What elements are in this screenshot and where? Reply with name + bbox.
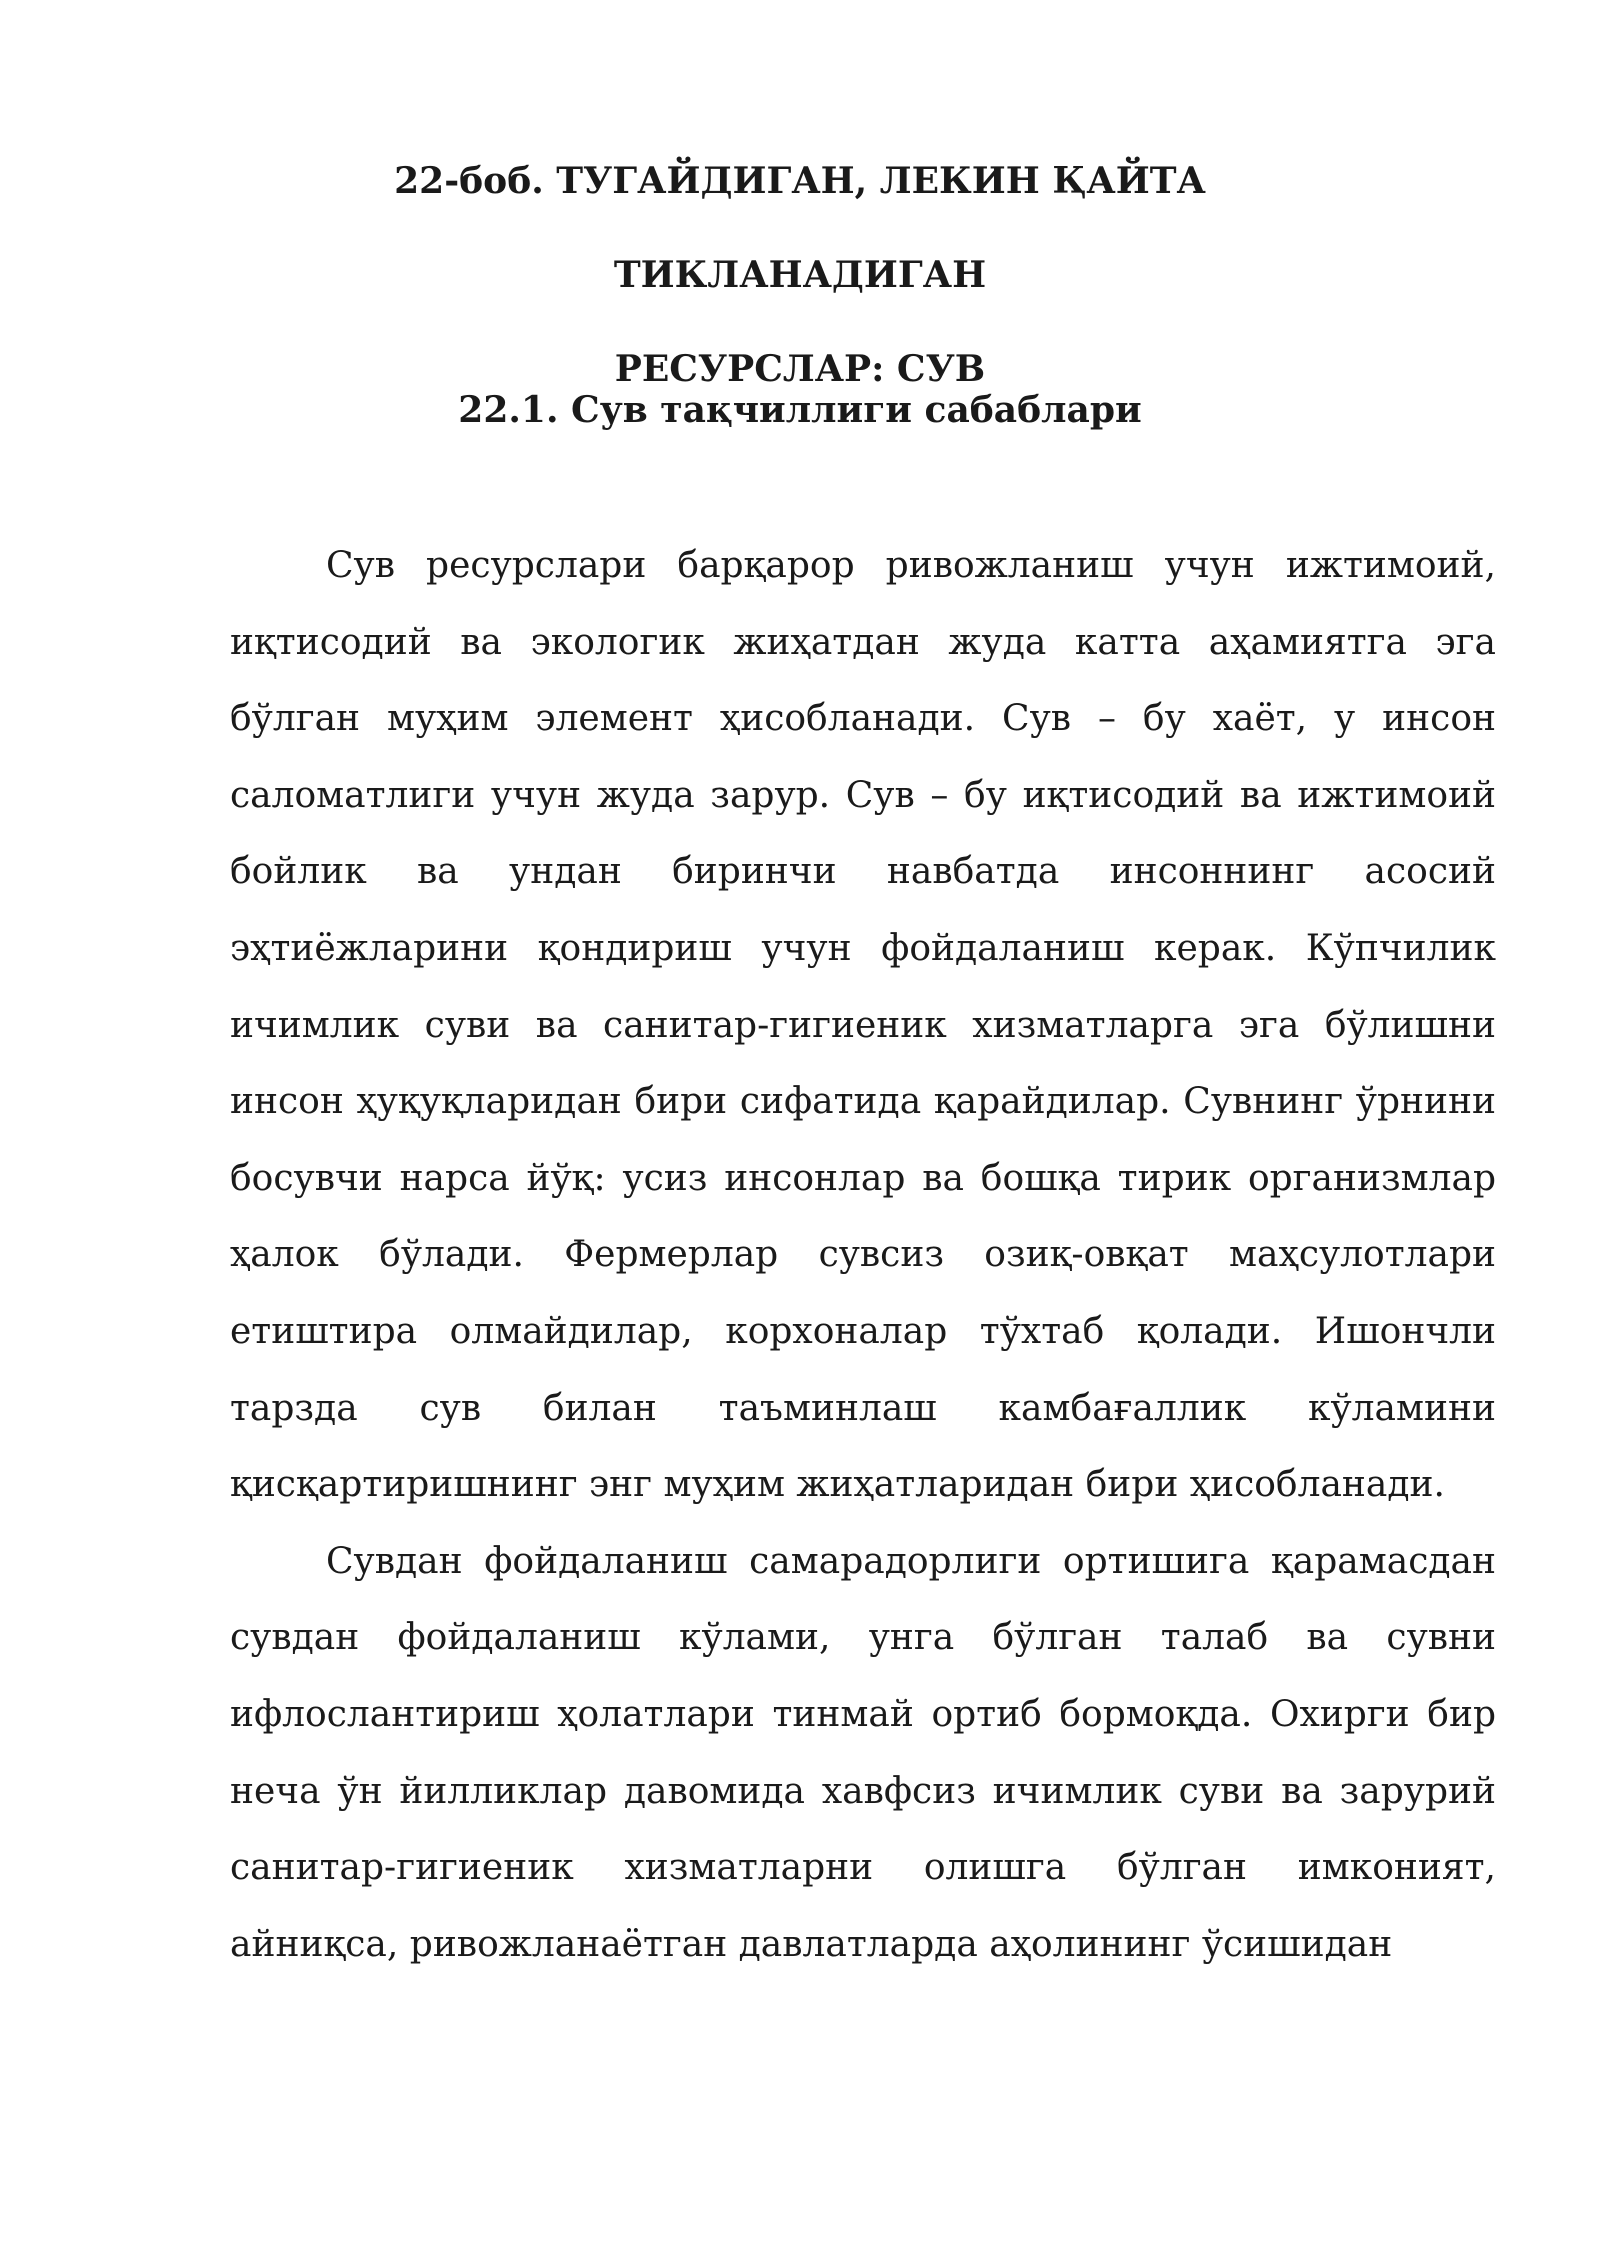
chapter-title-line-1: 22-боб. ТУГАЙДИГАН, ЛЕКИН ҚАЙТА ТИКЛАНАДИГАН — [394, 160, 1206, 296]
paragraph: Сув ресурслари барқарор ривожланиш учун ижтимоий, иқтисодий ва экологик жиҳатдан жуда катта аҳамиятга эга бўлган муҳим элемент ҳисобланади. Сув – бу хаёт, у инсон саломатлиги учун жуда зарур. Сув – бу иқтисодий ва ижтимоий бойлик ва ундан биринчи навбатда инсоннинг асосий эҳтиёжларини қондириш учун фойдаланиш керак. Кўпчилик ичимлик суви ва санитар-гигиеник хизматларга эга бўлишни инсон ҳуқуқларидан бири сифатида қарайдилар. Сувнинг ўрнини босувчи нарса йўқ: усиз инсонлар ва бошқа тирик организмлар ҳалок бўлади. Фермерлар сувсиз озиқ-овқат маҳсулотлари етиштира олмайдилар, корхоналар тўхтаб қолади. Ишончли тарзда сув билан таъминлаш камбағаллик кўламини қисқартиришнинг энг муҳим жиҳатларидан бири ҳисобланади. — [230, 545, 1496, 1506]
paragraph: Сувдан фойдаланиш самарадорлиги ортишига қарамасдан сувдан фойдаланиш кўлами, унга бўлган талаб ва сувни ифлослантириш ҳолатлари тинмай ортиб бормоқда. Охирги бир неча ўн йилликлар давомида хавфсиз ичимлик суви ва зарурий санитар-гигиеник хизматларни олишга бўлган имконият, айниқса, ривожланаётган давлатларда аҳолининг ўсишидан — [230, 1540, 1496, 1965]
body-text — [230, 528, 1496, 1983]
chapter-title — [230, 134, 1370, 416]
chapter-title-line-2: РЕСУРСЛАР: СУВ — [614, 348, 986, 390]
section-title: 22.1. Сув тақчиллиги сабаблари — [458, 389, 1142, 431]
